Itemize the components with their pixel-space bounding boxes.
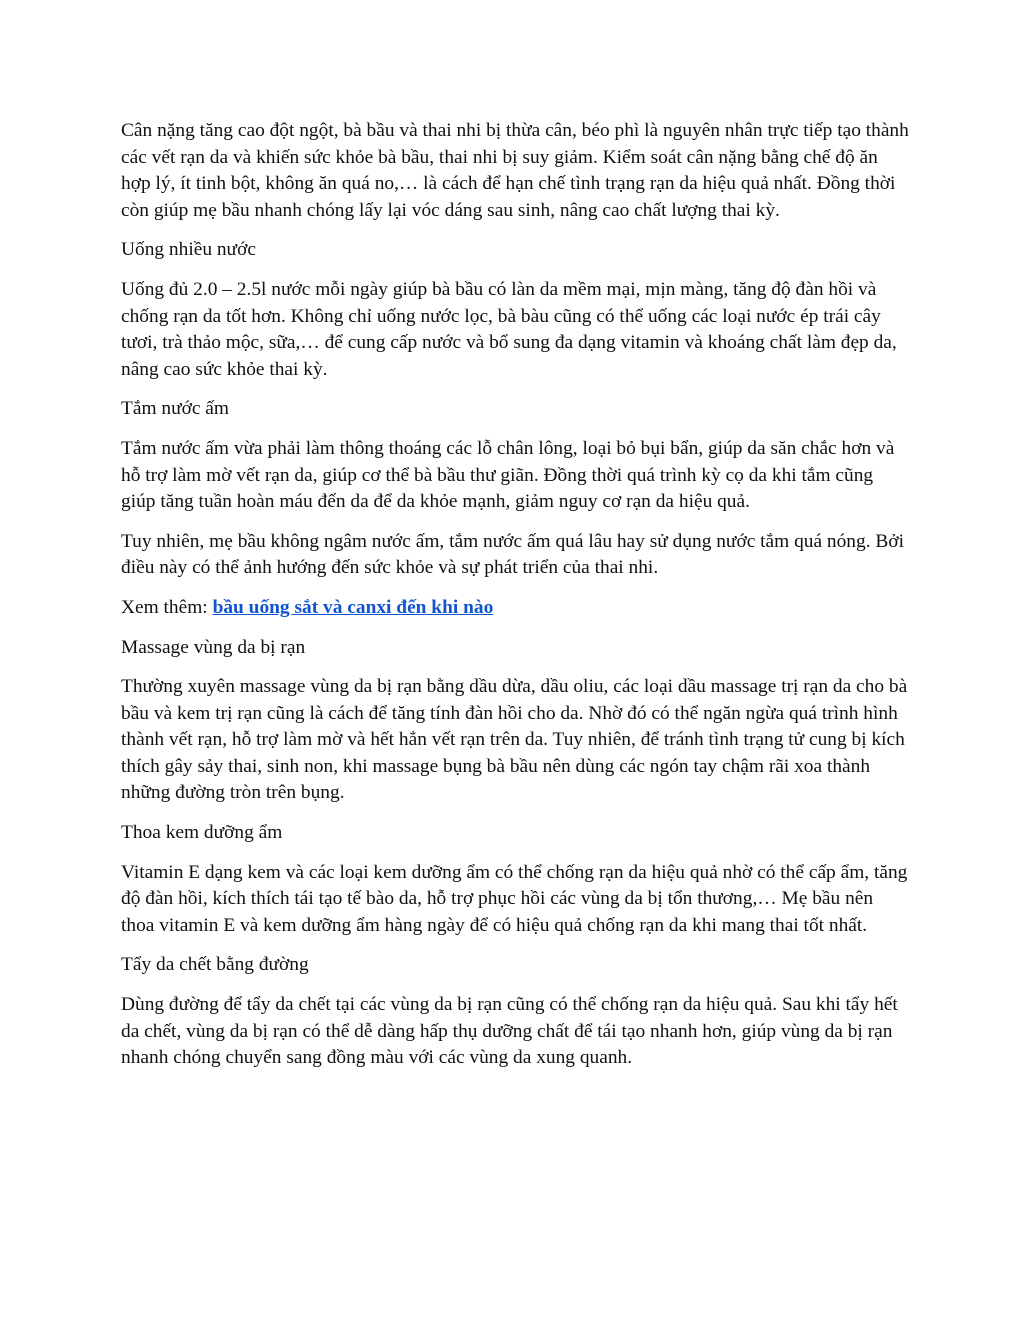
document-page (121, 118, 911, 1085)
paragraph-weight-control: Cân nặng tăng cao đột ngột, bà bầu và thai nhi bị thừa cân, béo phì là nguyên nhân trực tiếp tạo thành các vết rạn da và khiến sức khỏe bà bầu, thai nhi bị suy giảm. Kiểm soát cân nặng bằng chế độ ăn hợp lý, ít tinh bột, không ăn quá no,… là cách để hạn chế tình trạng rạn da hiệu quả nhất. Đồng thời còn giúp mẹ bầu nhanh chóng lấy lại vóc dáng sau sinh, nâng cao chất lượng thai kỳ. (121, 120, 909, 221)
see-more-label: Xem thêm: (121, 596, 213, 618)
paragraph-warm-bath-caution: Tuy nhiên, mẹ bầu không ngâm nước ấm, tắm nước ấm quá lâu hay sử dụng nước tắm quá nóng. Bởi điều này có thể ảnh hướng đến sức khỏe và sự phát triển của thai nhi. (121, 530, 904, 579)
paragraph-sugar-scrub: Dùng đường để tẩy da chết tại các vùng da bị rạn cũng có thể chống rạn da hiệu quả. Sau khi tẩy hết da chết, vùng da bị rạn có thể dễ dàng hấp thụ dưỡng chất để tái tạo nhanh hơn, giúp vùng da bị rạn nhanh chóng chuyển sang đồng màu với các vùng da xung quanh. (121, 994, 898, 1069)
section-heading-drink-water: Uống nhiều nước (121, 239, 256, 261)
section-heading-sugar-scrub: Tẩy da chết bằng đường (121, 954, 309, 976)
paragraph-warm-bath: Tắm nước ấm vừa phải làm thông thoáng các lỗ chân lông, loại bỏ bụi bẩn, giúp da săn chắc hơn và hỗ trợ làm mờ vết rạn da, giúp cơ thể bà bầu thư giãn. Đồng thời quá trình kỳ cọ da khi tắm cũng giúp tăng tuần hoàn máu đến da để da khỏe mạnh, giảm nguy cơ rạn da hiệu quả. (121, 437, 895, 513)
section-heading-massage: Massage vùng da bị rạn (121, 636, 306, 658)
paragraph-drink-water: Uống đủ 2.0 – 2.5l nước mỗi ngày giúp bà bầu có làn da mềm mại, mịn màng, tăng độ đàn hồi và chống rạn da tốt hơn. Không chỉ uống nước lọc, bà bàu cũng có thể uống các loại nước ép trái cây tươi, trà thảo mộc, sữa,… để cung cấp nước và bổ sung đa dạng vitamin và khoáng chất làm đẹp da, nâng cao sức khỏe thai kỳ. (121, 278, 897, 380)
see-more-link[interactable]: bầu uống sắt và canxi đến khi nào (212, 596, 494, 618)
section-heading-warm-bath: Tắm nước ấm (121, 398, 229, 420)
paragraph-moisturizer: Vitamin E dạng kem và các loại kem dưỡng ẩm có thể chống rạn da hiệu quả nhờ có thể cấp ẩm, tăng độ đàn hồi, kích thích tái tạo tế bào da, hỗ trợ phục hồi các vùng da bị tổn thương,… Mẹ bầu nên thoa vitamin E và kem dưỡng ẩm hàng ngày để có hiệu quả chống rạn da khi mang thai tốt nhất. (121, 861, 908, 936)
see-more-line (121, 595, 911, 622)
paragraph-massage: Thường xuyên massage vùng da bị rạn bằng dầu dừa, dầu oliu, các loại dầu massage trị rạn da cho bà bầu và kem trị rạn cũng là cách để tăng tính đàn hồi cho da. Nhờ đó có thể ngăn ngừa quá trình hình thành vết rạn, hỗ trợ làm mờ và hết hẳn vết rạn trên da. Tuy nhiên, để tránh tình trạng tử cung bị kích thích gây sảy thai, sinh non, khi massage bụng bà bầu nên dùng các ngón tay chậm rãi xoa thành những đường tròn trên bụng. (121, 676, 908, 804)
section-heading-moisturizer: Thoa kem dưỡng ẩm (121, 822, 283, 844)
